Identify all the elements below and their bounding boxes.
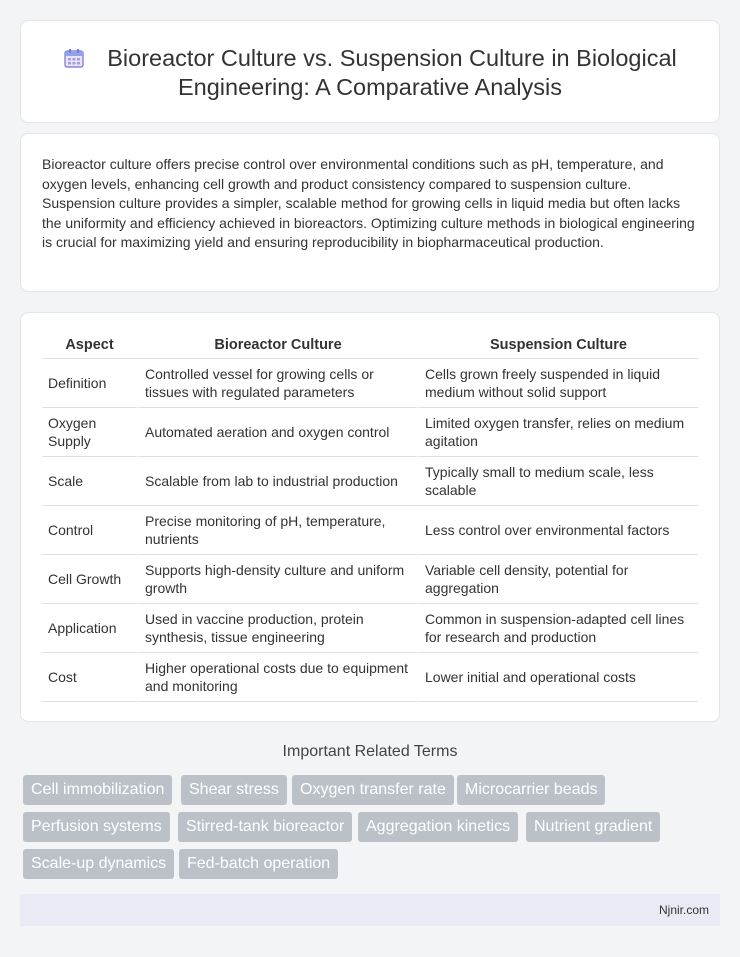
row-aspect: Oxygen Supply	[42, 408, 137, 457]
footer	[20, 894, 720, 926]
page-title	[21, 44, 719, 102]
row-aspect: Cell Growth	[42, 555, 137, 604]
comparison-table	[42, 332, 698, 702]
row-suspension: Common in suspension-adapted cell lines for research and production	[417, 604, 698, 653]
row-suspension: Lower initial and operational costs	[417, 653, 698, 702]
row-aspect: Definition	[42, 359, 137, 408]
term-tag[interactable]: Aggregation kinetics	[358, 812, 518, 842]
header-bioreactor: Bioreactor Culture	[137, 332, 417, 359]
page-title-text: Bioreactor Culture vs. Suspension Culture in Biological Engineering: A Comparative Analysis	[107, 45, 677, 100]
row-bioreactor: Used in vaccine production, protein synthesis, tissue engineering	[137, 604, 417, 653]
title-card	[20, 20, 720, 123]
footer-site[interactable]: Njnir.com	[658, 903, 709, 917]
table-row	[42, 653, 698, 702]
row-bioreactor: Scalable from lab to industrial production	[137, 457, 417, 506]
row-bioreactor: Automated aeration and oxygen control	[137, 408, 417, 457]
table-row	[42, 408, 698, 457]
table-row	[42, 506, 698, 555]
row-suspension: Variable cell density, potential for aggregation	[417, 555, 698, 604]
calendar-icon	[63, 47, 85, 69]
header-aspect: Aspect	[42, 332, 137, 359]
row-bioreactor: Higher operational costs due to equipment and monitoring	[137, 653, 417, 702]
intro-paragraph: Bioreactor culture offers precise control over environmental conditions such as pH, temperature, and oxygen levels, enhancing cell growth and product consistency compared to suspension culture. Suspension culture provides a simpler, scalable method for growing cells in liquid media but often lacks the uniformity and efficiency achieved in bioreactors. Optimizing culture methods in biological engineering is crucial for maximizing yield and ensuring reproducibility in biopharmaceutical production.	[42, 156, 695, 250]
header-suspension: Suspension Culture	[417, 332, 698, 359]
row-aspect: Application	[42, 604, 137, 653]
term-tag[interactable]: Microcarrier beads	[457, 775, 605, 805]
table-row	[42, 457, 698, 506]
row-aspect: Cost	[42, 653, 137, 702]
term-tag[interactable]: Oxygen transfer rate	[292, 775, 454, 805]
row-bioreactor: Supports high-density culture and uniform growth	[137, 555, 417, 604]
term-tag[interactable]: Perfusion systems	[23, 812, 170, 842]
term-tag[interactable]: Nutrient gradient	[526, 812, 660, 842]
term-tag[interactable]: Stirred-tank bioreactor	[178, 812, 352, 842]
term-tag[interactable]: Shear stress	[181, 775, 287, 805]
table-header-row	[42, 332, 698, 359]
intro-card	[20, 133, 720, 292]
related-terms-heading: Important Related Terms	[282, 743, 458, 760]
table-row	[42, 359, 698, 408]
term-tag[interactable]: Scale-up dynamics	[23, 849, 174, 879]
row-suspension: Less control over environmental factors	[417, 506, 698, 555]
comparison-card	[20, 312, 720, 722]
row-suspension: Cells grown freely suspended in liquid medium without solid support	[417, 359, 698, 408]
term-tag[interactable]: Fed-batch operation	[179, 849, 338, 879]
row-bioreactor: Precise monitoring of pH, temperature, nutrients	[137, 506, 417, 555]
table-row	[42, 555, 698, 604]
row-bioreactor: Controlled vessel for growing cells or tissues with regulated parameters	[137, 359, 417, 408]
term-tag[interactable]: Cell immobilization	[23, 775, 172, 805]
row-suspension: Limited oxygen transfer, relies on medium agitation	[417, 408, 698, 457]
row-aspect: Scale	[42, 457, 137, 506]
title-wrap	[21, 44, 719, 102]
row-aspect: Control	[42, 506, 137, 555]
table-row	[42, 604, 698, 653]
row-suspension: Typically small to medium scale, less scalable	[417, 457, 698, 506]
